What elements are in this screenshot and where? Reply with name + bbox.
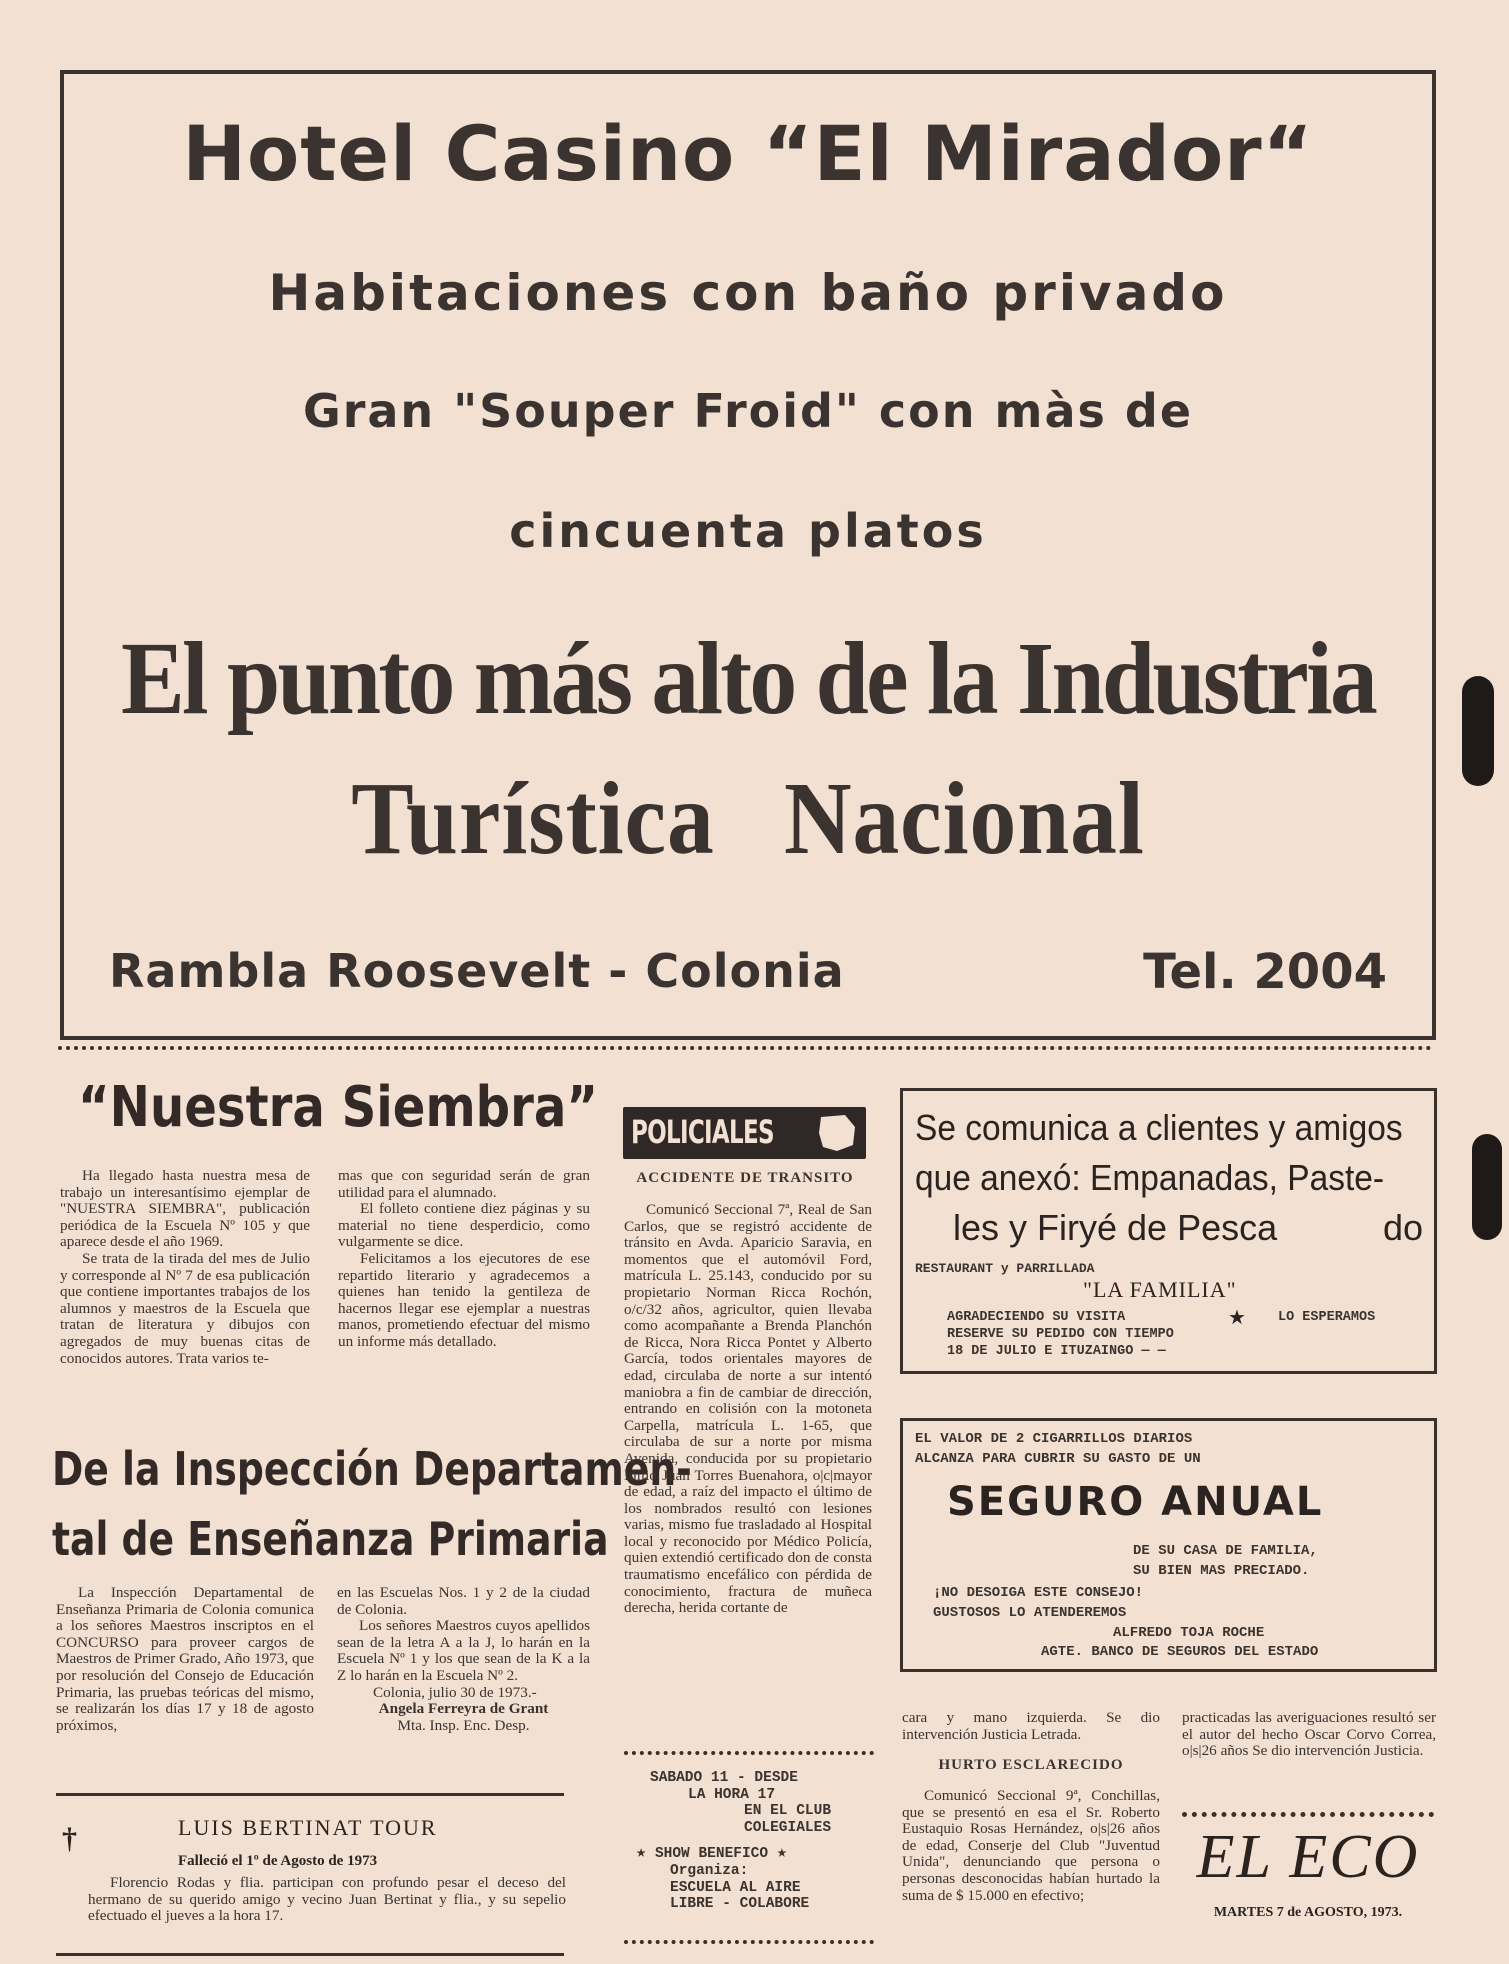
seguro-anual-ad xyxy=(900,1418,1437,1672)
show-top-rule xyxy=(624,1751,874,1755)
hotel-ad-title: Hotel Casino “El Mirador“ xyxy=(182,109,1314,198)
show-benefico xyxy=(624,1770,874,1913)
paragraph: Se trata de la tirada del mes de Julio y corresponde al Nº 7 de esa publicación que contiene importantes trabajos de los alumnos y maestros de la Escuela que tratan de literatura y dibujos con agregados de muy buenas citas de conocidos autores. Trata varios te- xyxy=(60,1249,310,1367)
policiales-continued-2 xyxy=(1182,1710,1436,1760)
hotel-ad xyxy=(60,70,1436,1040)
hotel-ad-souper: Gran "Souper Froid" con màs de xyxy=(302,384,1194,438)
inspeccion-col-1 xyxy=(56,1585,314,1734)
hurto-heading: HURTO ESCLARECIDO xyxy=(938,1757,1124,1773)
seguro-title: SEGURO ANUAL xyxy=(947,1479,1324,1525)
seguro-line-7: ALFREDO TOJA ROCHE xyxy=(1113,1625,1265,1641)
inspeccion-col-2 xyxy=(337,1585,590,1734)
cross-icon: † xyxy=(62,1822,77,1855)
ad-bottom-divider xyxy=(58,1046,1432,1050)
signature-title: Mta. Insp. Enc. Desp. xyxy=(397,1716,530,1734)
show-line: COLEGIALES xyxy=(744,1819,832,1836)
paragraph: Florencio Rodas y flia. participan con profundo pesar el deceso del hermano de su querido amigo y vecino Juan Bertinat y flia., y su sepelio efectuado el jueves a la hora 17. xyxy=(88,1874,566,1925)
hotel-ad-slogan-1: El punto más alto de la Industria xyxy=(120,621,1376,736)
seguro-line-8: AGTE. BANCO DE SEGUROS DEL ESTADO xyxy=(1041,1644,1319,1660)
nuestra-siembra-headline: “Nuestra Siembra” xyxy=(78,1075,599,1140)
tour-top-rule xyxy=(56,1793,564,1796)
show-bottom-rule xyxy=(624,1940,874,1944)
familia-name: "LA FAMILIA" xyxy=(1083,1277,1237,1302)
paragraph: Comunicó Seccional 7ª, Real de San Carlos, que se registró accidente de tránsito en Avda. Aparicio Saravia, en momentos que el automóvil Ford, matrícula L. 25.143, conducido por su propietario Norman Ricca Rochón, o/c/32 años, agricultor, quien llevaba como acompañante a Brenda Planchón de Ricca, Nora Ricca Pontet y Alberto García, todos orientales mayores de edad, circulaba de norte a sur intentó maniobra a fin de cambiar de dirección, entrando en colisión con la motoneta Carpella, matrícula L. 1-65, que circulaba de sur a norte por misma Avenida, conducida por su propietario Idilio Juan Torres Buenahora, o|c|mayor de edad, a raíz del impacto el último de los nombrados resultó con lesiones varias, mismo fue trasladado al Hospital local y reconocido por Médico Policía, quien extendió certificado don de consta traumatismo encefálico con pérdida de conocimiento, fractura de muñeca derecha, herida cortante de xyxy=(624,1201,872,1617)
paragraph: La Inspección Departamental de Enseñanza Primaria de Colonia comunica a los señores Maestros inscriptos en el CONCURSO para proveer cargos de Maestros de Primer Grado, Año 1973, que por resolución del Consejo de Educación Primaria, las pruebas teóricas del mismo, se realizarán los días 17 y 18 de agosto próximos, xyxy=(56,1584,314,1734)
paragraph: Los señores Maestros cuyos apellidos sean de la letra A a la J, lo harán en la Escuela Nº 1 y los que sean de la K a la Z lo harán en la Escuela Nº 2. xyxy=(337,1617,590,1684)
seguro-line-5: ¡NO DESOIGA ESTE CONSEJO! xyxy=(933,1585,1144,1601)
paragraph: cara y mano izquierda. Se dio intervención Justicia Letrada. xyxy=(902,1709,1160,1743)
masthead-top-rule xyxy=(1182,1812,1434,1817)
show-line: SABADO 11 - DESDE xyxy=(650,1770,798,1786)
accidente-heading: ACCIDENTE DE TRANSITO xyxy=(636,1170,854,1186)
uruguay-map-icon xyxy=(815,1113,859,1153)
familia-line-1: Se comunica a clientes y amigos xyxy=(915,1107,1403,1148)
signature-place: Colonia, julio 30 de 1973.- xyxy=(373,1683,537,1701)
seguro-line-3: DE SU CASA DE FAMILIA, xyxy=(1133,1543,1318,1559)
paragraph: El folleto contiene diez páginas y su material no tiene desperdicio, como vulgarmente se dice. xyxy=(338,1200,590,1251)
show-line: SHOW BENEFICO xyxy=(654,1846,769,1863)
hotel-ad-platos: cincuenta platos xyxy=(509,504,987,558)
familia-address: 18 DE JULIO E ITUZAINGO — — xyxy=(947,1344,1166,1359)
la-familia-ad xyxy=(900,1088,1437,1374)
policiales-logo-text: POLICIALES xyxy=(631,1113,774,1151)
familia-esperamos: LO ESPERAMOS xyxy=(1278,1310,1376,1325)
binder-hole-mark xyxy=(1472,1134,1502,1240)
signature-name: Angela Ferreyra de Grant xyxy=(378,1700,549,1718)
binder-hole-mark xyxy=(1462,676,1494,786)
masthead-date: MARTES 7 de AGOSTO, 1973. xyxy=(1213,1905,1403,1920)
familia-agradeciendo: AGRADECIENDO SU VISITA xyxy=(947,1310,1126,1325)
seguro-line-4: SU BIEN MAS PRECIADO. xyxy=(1133,1563,1310,1579)
familia-restaurant: RESTAURANT y PARRILLADA xyxy=(915,1261,1095,1276)
show-line: Organiza: xyxy=(670,1862,749,1879)
paragraph: mas que con seguridad serán de gran utilidad para el alumnado. xyxy=(338,1167,590,1201)
tour-title: LUIS BERTINAT TOUR xyxy=(178,1815,438,1840)
hotel-ad-address: Rambla Roosevelt - Colonia xyxy=(109,944,845,998)
show-line: LIBRE - COLABORE xyxy=(670,1896,810,1913)
star-icon: ★ xyxy=(776,1844,788,1864)
tour-text xyxy=(88,1875,566,1925)
nuestra-siembra-col-2 xyxy=(338,1168,590,1351)
familia-line-3: les y Firyé de Pesca xyxy=(953,1207,1278,1248)
policiales-continued-1 xyxy=(902,1710,1160,1743)
policiales-accidente-text xyxy=(624,1202,872,1617)
paragraph: Ha llegado hasta nuestra mesa de trabajo un interesantísimo ejemplar de "NUESTRA SIEMBRA", publicación periódica de la Escuela Nº 105 y que aparece desde el año 1969. xyxy=(60,1167,310,1251)
paragraph: Comunicó Seccional 9ª, Conchillas, que se presentó en esa el Sr. Roberto Eustaquio Rosas Hernández, o|s|26 años de edad, Conserje del Club "Juventud Unida", denunciando que persona o personas desconocidas habían hurtado la suma de $ 15.000 en efectivo; xyxy=(902,1787,1160,1904)
seguro-line-1: EL VALOR DE 2 CIGARRILLOS DIARIOS xyxy=(915,1431,1193,1447)
familia-line-2: que anexó: Empanadas, Paste- xyxy=(915,1157,1385,1198)
familia-reserve: RESERVE SU PEDIDO CON TIEMPO xyxy=(947,1327,1174,1342)
show-line: LA HORA 17 xyxy=(688,1786,776,1803)
hotel-ad-phone: Tel. 2004 xyxy=(1143,944,1387,1000)
show-line: ESCUELA AL AIRE xyxy=(670,1879,801,1896)
show-line: EN EL CLUB xyxy=(744,1803,832,1820)
nuestra-siembra-col-1 xyxy=(60,1168,310,1367)
inspeccion-headline-2: tal de Enseñanza Primaria xyxy=(52,1512,609,1566)
seguro-line-6: GUSTOSOS LO ATENDEREMOS xyxy=(933,1605,1127,1621)
policiales-logo xyxy=(623,1107,866,1159)
tour-bottom-rule xyxy=(56,1953,564,1956)
star-icon: ★ xyxy=(1228,1307,1246,1329)
paragraph: Felicitamos a los ejecutores de ese repartido literario y agradecemos a quienes han tenido la gentileza de hacernos llegar ese ejemplar a nuestras manos, prometiendo efectuar del mismo un informe más detallado. xyxy=(338,1249,590,1350)
inspeccion-headline-1: De la Inspección Departamen- xyxy=(52,1442,692,1496)
seguro-line-2: ALCANZA PARA CUBRIR SU GASTO DE UN xyxy=(915,1451,1201,1467)
tour-subtitle: Falleció el 1º de Agosto de 1973 xyxy=(178,1853,378,1869)
paragraph: practicadas las averiguaciones resultó ser el autor del hecho Oscar Corvo Correa, o|s|26 años Se dio intervención Justicia. xyxy=(1182,1709,1436,1760)
hurto-text xyxy=(902,1788,1160,1904)
hotel-ad-rooms: Habitaciones con baño privado xyxy=(268,264,1228,322)
masthead-name: EL ECO xyxy=(1196,1823,1420,1891)
familia-line-3-end: do xyxy=(1383,1207,1424,1248)
star-icon: ★ xyxy=(636,1844,647,1864)
hotel-ad-slogan-2: Turística Nacional xyxy=(351,761,1145,876)
paragraph: en las Escuelas Nos. 1 y 2 de la ciudad de Colonia. xyxy=(337,1584,590,1618)
